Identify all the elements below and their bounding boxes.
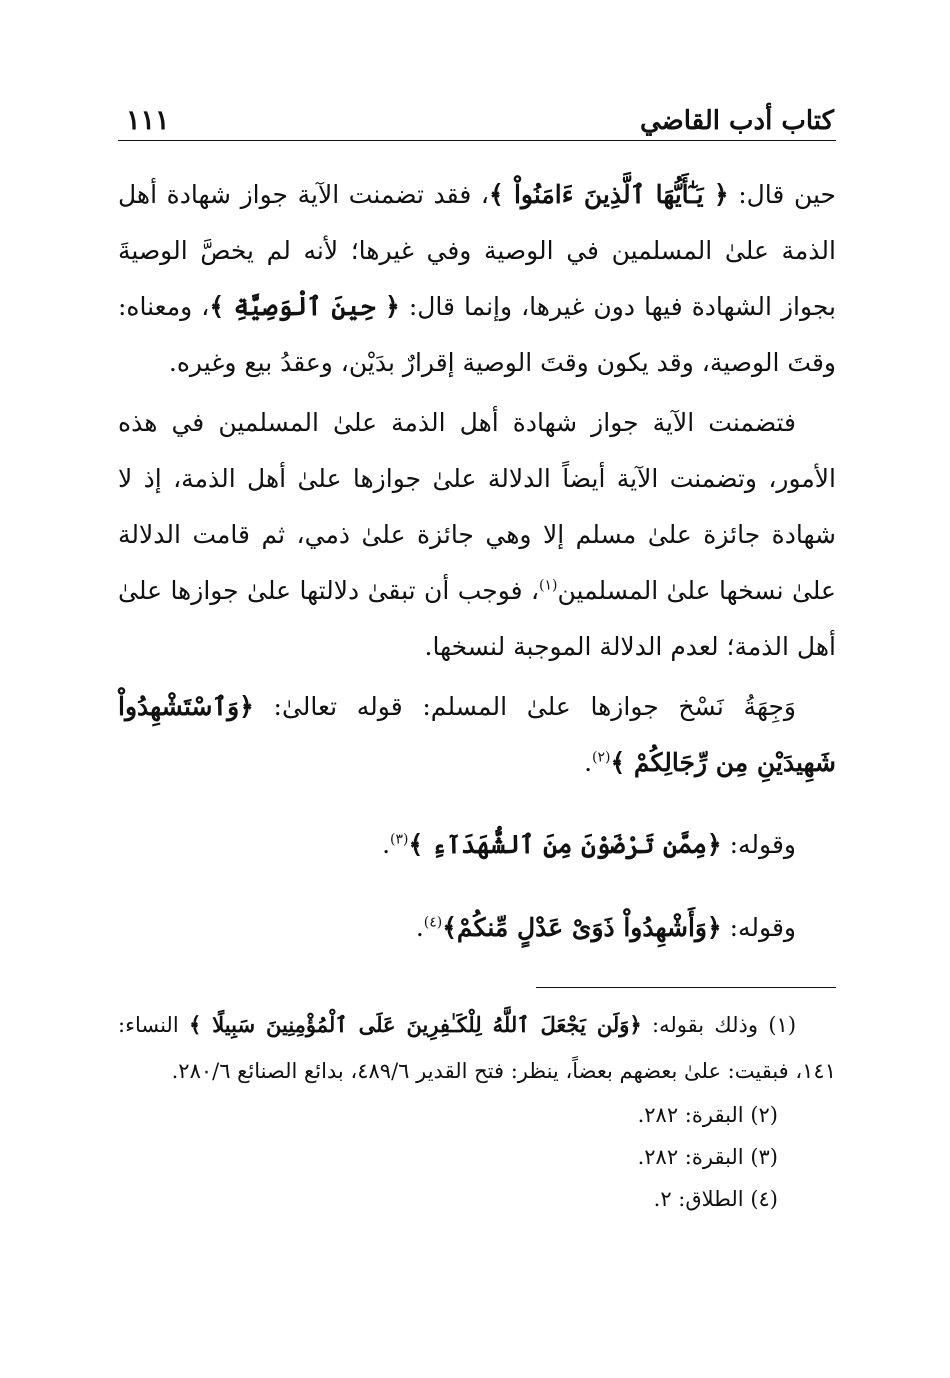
running-header (118, 86, 836, 141)
footnote-ref[interactable]: (١) (539, 577, 558, 594)
footnote-1-text-b: النساء: ١٤١، فبقيت: علىٰ بعضهم بعضاً، ينظر: فتح القدير ٤٨٩/٦، بدائع الصنائع ٢٨٠/٦. (118, 1013, 836, 1083)
paragraph-1-text-a: حين قال: (728, 180, 837, 209)
footnote-1 (118, 1002, 836, 1094)
book-page (118, 86, 836, 1220)
quran-quote: ﴿وَأَشْهِدُواْ ذَوَىْ عَدْلٍ مِّنكُمْ﴾ (442, 913, 722, 942)
footnote-2: (٢) البقرة: ٢٨٢. (637, 1103, 778, 1127)
footnote-ref[interactable]: (٢) (592, 749, 611, 766)
footnote-3: (٣) البقرة: ٢٨٢. (637, 1145, 778, 1169)
paragraph-3-text-a: وَجِهَةُ نَسْخ جوازها علىٰ المسلم: قوله تعالىٰ: (253, 692, 796, 721)
paragraph-1-text-b: ، فقد تضمنت الآية جواز شهادة أهل الذمة علىٰ المسلمين في الوصية وفي غيرها؛ لأنه لم يخصَّ الوصيةَ بجواز الشهادة فيها دون غيرها، وإنما قال: (118, 180, 836, 321)
paragraph-4-end: . (382, 830, 391, 859)
quran-quote: ﴿وَلَن يَجْعَلَ ٱللَّهُ لِلْكَـٰفِرِينَ عَلَى ٱلْمُؤْمِنِينَ سَبِيلًا ﴾ (188, 1012, 642, 1037)
running-title: كتاب أدب القاضي (640, 106, 834, 136)
paragraph-4 (118, 816, 836, 874)
footnote-ref[interactable]: (٤) (423, 914, 443, 931)
footnote-divider (536, 987, 836, 988)
quran-quote: ﴿ يَـٰٓأَيُّهَا ٱلَّذِينَ ءَامَنُواْ ﴾ (488, 180, 729, 209)
paragraph-1-text-c: ، ومعناه: وقتَ الوصية، وقد يكون وقتَ الوصية إقرارٌ بدَيْن، وعقدُ بيع وغيره. (118, 292, 836, 377)
paragraph-5-end: . (415, 913, 424, 942)
footnote-4: (٤) الطلاق: ٢. (653, 1187, 778, 1211)
quran-quote: ﴿مِمَّن تَرْضَوْنَ مِنَ ٱلشُّهَدَآءِ ﴾ (408, 830, 722, 859)
quran-quote: ﴿ حِينَ ٱلْوَصِيَّةِ ﴾ (209, 292, 400, 321)
paragraph-2-text-a: فتضمنت الآية جواز شهادة أهل الذمة علىٰ المسلمين في هذه الأمور، وتضمنت الآية أيضاً الدلالة علىٰ جوازها علىٰ أهل الذمة، إذ لا شهادة جائزة علىٰ مسلم إلا وهي جائزة علىٰ ذمي، ثم قامت الدلالة علىٰ نسخها علىٰ المسلمين (118, 408, 836, 605)
paragraph-1 (118, 167, 836, 391)
paragraph-2-text-b: ، فوجب أن تبقىٰ دلالتها علىٰ جوازها علىٰ أهل الذمة؛ لعدم الدلالة الموجبة لنسخها. (118, 576, 836, 661)
paragraph-2 (118, 395, 836, 675)
paragraph-5 (118, 899, 836, 957)
page-number: ١١١ (126, 105, 170, 136)
footnotes (118, 1002, 836, 1220)
quran-quote: ﴿وَٱسْتَشْهِدُواْ شَهِيدَيْنِ مِن رِّجَالِكُمْ ﴾ (118, 692, 836, 777)
footnote-1-text-a: (١) وذلك بقوله: (641, 1013, 797, 1037)
paragraph-3 (118, 679, 836, 791)
paragraph-3-end: . (584, 748, 593, 777)
paragraph-4-text-a: وقوله: (721, 830, 796, 859)
main-text (118, 167, 836, 957)
paragraph-5-text-a: وقوله: (721, 913, 796, 942)
footnote-ref[interactable]: (٣) (390, 831, 409, 848)
